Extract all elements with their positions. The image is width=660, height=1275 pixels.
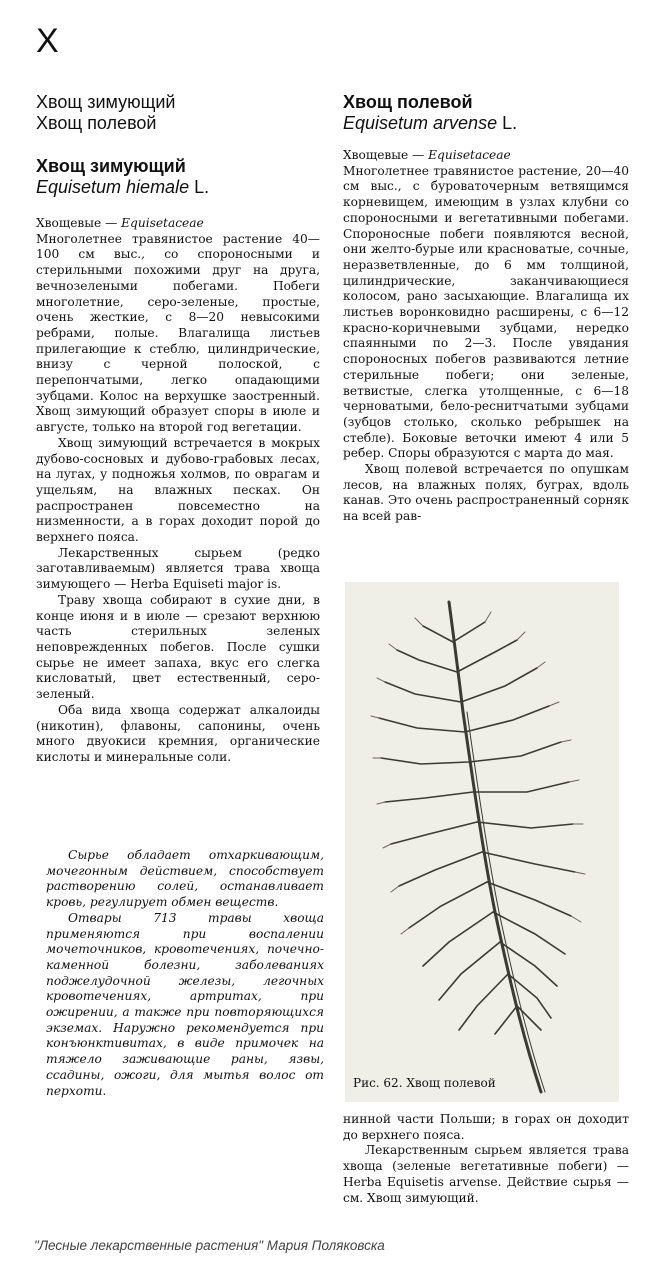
right-title: Хвощ полевой xyxy=(343,92,473,112)
left-paragraph: Траву хвоща собирают в сухие дни, в конце июня и в июле — срезают верхнюю часть стерильных зеленых неповрежденных побегов. После сушки сырье не имеет запаха, вкус его слегка кисловатый, цвет естественный, серо-зеленый. xyxy=(36,592,320,702)
usage-block xyxy=(46,848,324,1099)
right-author: L. xyxy=(502,113,518,133)
left-paragraph: Лекарственных сырьем (редко заготавливаемым) является трава хвоща зимующего — Herba Equiseti major is. xyxy=(36,545,320,592)
right-paragraph: Хвощ полевой встречается по опушкам лесов, на влажных полях, буграх, вдоль канав. Это очень распространенный сорняк на всей рав- xyxy=(343,462,629,524)
left-paragraph: Хвощ зимующий встречается в мокрых дубово-сосновых и дубово-грабовых лесах, на лугах, у подножья холмов, по оврагам и ущельям, на влажных песках. Он распространен повсеместно на низменности, а в горах доходит порой до верхнего пояса. xyxy=(36,435,320,545)
page-letter: X xyxy=(36,22,59,60)
left-family-ru: Хвощевые — xyxy=(36,216,118,230)
left-latin-heading xyxy=(36,177,320,198)
figure-caption: Рис. 62. Хвощ полевой xyxy=(353,1076,500,1090)
left-paragraph: Многолетнее травянистое растение 40—100 см выс., со спороносными и стерильными похожими друг на друга, вечнозелеными побегами. Побеги многолетние, серо-зеленые, простые, очень жесткие, с 8—20 невысокими ребрами, полые. Влагалища листьев прилегающие к стеблю, цилиндрические, внизу с черной полоской, с перепончатыми, легко опадающими зубцами. Колос на верхушке заостренный. Хвощ зимующий образует споры в июле и августе, только на второй год вегетации. xyxy=(36,231,320,435)
usage-paragraph: Отвары 713 травы хвоща применяются при воспалении мочеточников, кровотечениях, почечно-каменной болезни, заболеваниях поджелудочной железы, легочных кровотечениях, артритах, при ожирении, а также при повторяющихся экземах. Наружно рекомендуется при конъюнктивитах, в виде примочек на тяжело заживающие раны, язвы, ссадины, ожоги, для мытья волос от перхоти. xyxy=(46,910,324,1098)
left-title: Хвощ зимующий xyxy=(36,156,186,176)
left-latin: Equisetum hiemale xyxy=(36,177,190,197)
contents-item: Хвощ полевой xyxy=(36,113,157,133)
right-family xyxy=(343,148,629,164)
right-continuation xyxy=(343,1112,629,1206)
contents-list xyxy=(36,92,320,134)
right-latin-heading xyxy=(343,113,629,134)
right-family-ru: Хвощевые — xyxy=(343,148,425,162)
right-column xyxy=(343,92,629,525)
contents-item: Хвощ зимующий xyxy=(36,92,176,112)
source-credit: "Лесные лекарственные растения" Мария Поляковска xyxy=(34,1238,385,1253)
left-family xyxy=(36,216,320,232)
continuation-paragraph: Лекарственным сырьем является трава хвоща (зеленые вегетативные побеги) — Herba Equisetis arvense. Действие сырья — см. Хвощ зимующий. xyxy=(343,1143,629,1205)
usage-paragraph: Сырье обладает отхаркивающим, мочегонным действием, способствует растворению солей, останавливает кровь, регулирует обмен веществ. xyxy=(46,848,324,910)
right-family-lat: Equisetaceae xyxy=(428,148,511,162)
right-latin: Equisetum arvense xyxy=(343,113,498,133)
horsetail-illustration xyxy=(345,582,619,1102)
left-paragraph: Оба вида хвоща содержат алкалоиды (никотин), флавоны, сапонины, очень много двуокиси кремния, органические кислоты и минеральные соли. xyxy=(36,702,320,764)
left-column xyxy=(36,92,320,766)
right-paragraph: Многолетнее травянистое растение, 20—40 см выс., с буроваточерным ветвящимся корневищем, имеющим в узлах клубни со спороносными и вегетативными побегами. Спороносные побеги появляются весной, они желто-бурые или красноватые, сочные, неразветвленные, до 6 мм толщиной, цилиндрические, заканчивающиеся колосом, рано засыхающие. Влагалища их листьев воронковидно расширены, с 6—12 красно-коричневыми зубцами, нередко спаянными по 2—3. После увядания спороносных побегов развиваются летние стерильные побеги; они зеленые, ветвистые, слегка утолщенные, с 6—18 черноватыми, бело-реснитчатыми зубцами (зубцов столько, сколько ребрышек на стебле). Боковые веточки имеют 4 или 5 ребер. Споры образуются с марта до мая. xyxy=(343,163,629,461)
left-family-lat: Equisetaceae xyxy=(121,216,204,230)
horsetail-figure xyxy=(345,582,619,1102)
continuation-paragraph: нинной части Польши; в горах он доходит до верхнего пояса. xyxy=(343,1112,629,1142)
left-author: L. xyxy=(194,177,210,197)
